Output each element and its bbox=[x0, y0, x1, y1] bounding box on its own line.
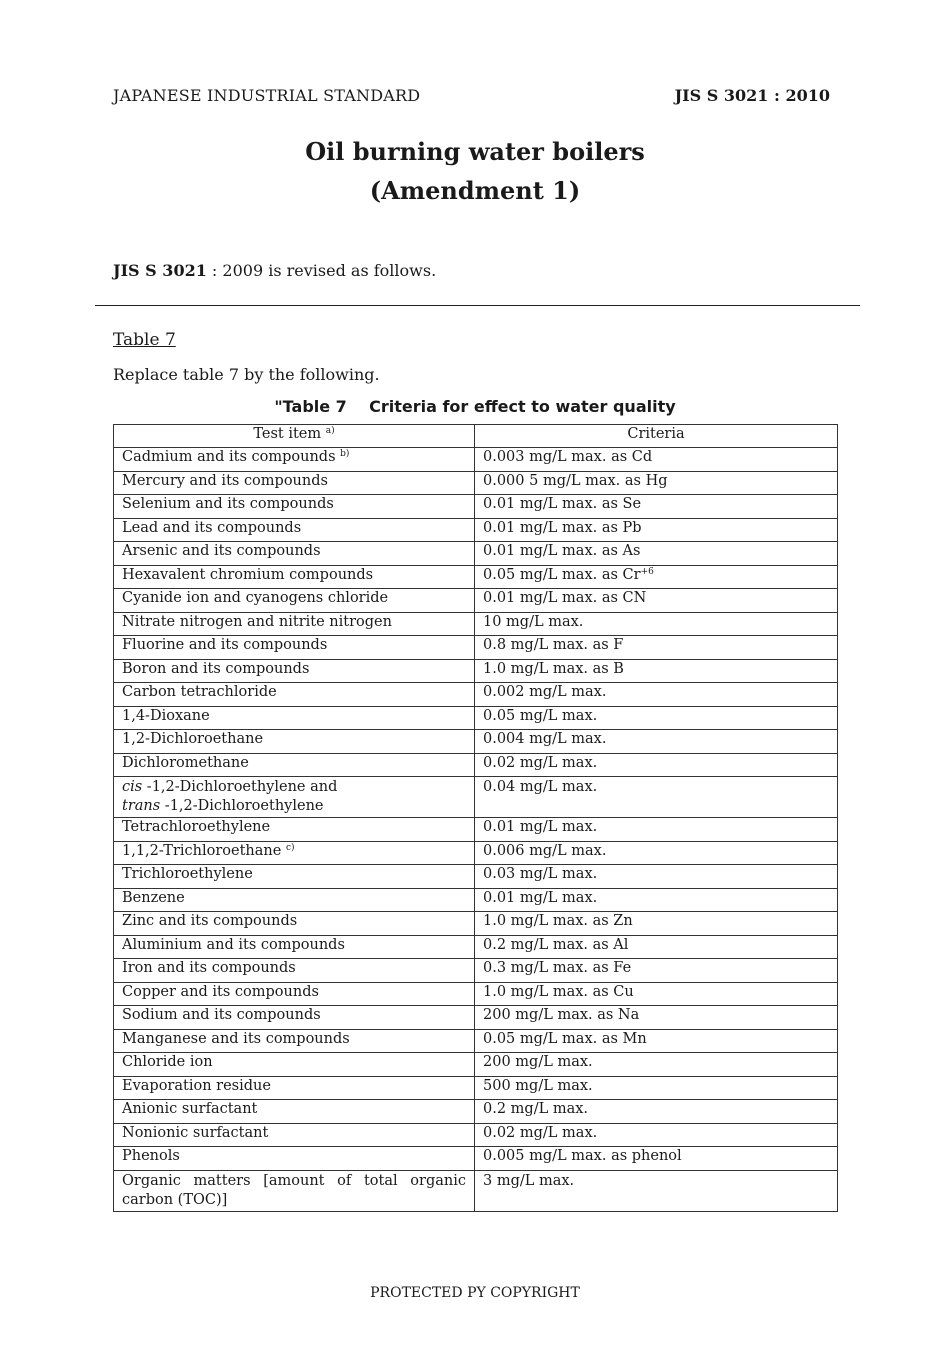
criteria-cell: 0.05 mg/L max. as Mn bbox=[475, 1029, 838, 1053]
table-row bbox=[114, 841, 838, 865]
criteria-cell: 0.3 mg/L max. as Fe bbox=[475, 959, 838, 983]
revision-statement bbox=[113, 261, 436, 280]
table-row bbox=[114, 818, 838, 842]
test-item-cell: Fluorine and its compounds bbox=[114, 636, 475, 660]
table-row bbox=[114, 1170, 838, 1211]
footnote-ref: a) bbox=[325, 426, 335, 436]
test-item-cell: Carbon tetrachloride bbox=[114, 683, 475, 707]
table-row bbox=[114, 959, 838, 983]
table-row bbox=[114, 683, 838, 707]
criteria-cell: 0.2 mg/L max. as Al bbox=[475, 935, 838, 959]
test-item-cell: Chloride ion bbox=[114, 1053, 475, 1077]
table-row bbox=[114, 518, 838, 542]
criteria-cell: 0.01 mg/L max. bbox=[475, 888, 838, 912]
test-item-cell: Cyanide ion and cyanogens chloride bbox=[114, 589, 475, 613]
test-item-cell: Boron and its compounds bbox=[114, 659, 475, 683]
criteria-cell: 0.2 mg/L max. bbox=[475, 1100, 838, 1124]
table-row bbox=[114, 1123, 838, 1147]
test-item-cell: Cadmium and its compounds $^{b)}$ bbox=[114, 448, 475, 472]
revised-standard: JIS S 3021 bbox=[113, 261, 207, 280]
table-row bbox=[114, 730, 838, 754]
page-title: Oil burning water boilers bbox=[305, 137, 645, 166]
criteria-cell: 0.8 mg/L max. as F bbox=[475, 636, 838, 660]
criteria-cell: 0.05 mg/L max. bbox=[475, 706, 838, 730]
header-test-item: Test item $^{a)}$ bbox=[114, 425, 475, 448]
criteria-cell: 0.01 mg/L max. as Pb bbox=[475, 518, 838, 542]
page-subtitle: (Amendment 1) bbox=[369, 176, 581, 205]
test-item-cell: Zinc and its compounds bbox=[114, 912, 475, 936]
table-caption: "Table 7 Criteria for effect to water quality bbox=[274, 397, 676, 416]
table-row bbox=[114, 1100, 838, 1124]
table-row bbox=[114, 565, 838, 589]
test-item-cell: Organic matters [amount of total organic carbon (TOC)] bbox=[114, 1170, 475, 1211]
test-item-cell: Iron and its compounds bbox=[114, 959, 475, 983]
section-label: Table 7 bbox=[113, 330, 176, 350]
criteria-cell: 1.0 mg/L max. as B bbox=[475, 659, 838, 683]
test-item-cell: Lead and its compounds bbox=[114, 518, 475, 542]
criteria-cell: 0.02 mg/L max. bbox=[475, 1123, 838, 1147]
superscript: +6 bbox=[640, 566, 654, 577]
table-row bbox=[114, 542, 838, 566]
test-item-cell: cis -1,2-Dichloroethylene and trans -1,2-Dichloroethylene bbox=[114, 777, 475, 818]
criteria-cell: 0.05 mg/L max. as $Cr^{+6}$ bbox=[475, 565, 838, 589]
test-item-cell: Sodium and its compounds bbox=[114, 1006, 475, 1030]
criteria-cell: 0.006 mg/L max. bbox=[475, 841, 838, 865]
criteria-cell: 0.002 mg/L max. bbox=[475, 683, 838, 707]
copyright-footer: PROTECTED PY COPYRIGHT bbox=[370, 1285, 580, 1301]
criteria-cell: 0.004 mg/L max. bbox=[475, 730, 838, 754]
criteria-cell: 1.0 mg/L max. as Zn bbox=[475, 912, 838, 936]
criteria-cell: 0.01 mg/L max. as As bbox=[475, 542, 838, 566]
criteria-cell: 0.03 mg/L max. bbox=[475, 865, 838, 889]
test-item-cell: Benzene bbox=[114, 888, 475, 912]
test-item-cell: Trichloroethylene bbox=[114, 865, 475, 889]
table-header-row bbox=[114, 425, 838, 448]
table-row bbox=[114, 1053, 838, 1077]
test-item-cell: Evaporation residue bbox=[114, 1076, 475, 1100]
table-row bbox=[114, 777, 838, 818]
test-item-cell: Hexavalent chromium compounds bbox=[114, 565, 475, 589]
test-item-cell: Aluminium and its compounds bbox=[114, 935, 475, 959]
header-criteria: Criteria bbox=[475, 425, 838, 448]
criteria-cell: 0.000 5 mg/L max. as Hg bbox=[475, 471, 838, 495]
test-item-cell: Manganese and its compounds bbox=[114, 1029, 475, 1053]
table-row bbox=[114, 612, 838, 636]
footnote-ref: b) bbox=[340, 449, 350, 459]
test-item-cell: 1,1,2-Trichloroethane $^{c)}$ bbox=[114, 841, 475, 865]
standard-number: JIS S 3021 : 2010 bbox=[674, 86, 830, 105]
test-item-cell: Nonionic surfactant bbox=[114, 1123, 475, 1147]
criteria-cell: 0.01 mg/L max. bbox=[475, 818, 838, 842]
table-row bbox=[114, 471, 838, 495]
test-item-cell: Anionic surfactant bbox=[114, 1100, 475, 1124]
criteria-cell: 10 mg/L max. bbox=[475, 612, 838, 636]
test-item-cell: Nitrate nitrogen and nitrite nitrogen bbox=[114, 612, 475, 636]
criteria-cell: 500 mg/L max. bbox=[475, 1076, 838, 1100]
test-item-cell: 1,2-Dichloroethane bbox=[114, 730, 475, 754]
table-row bbox=[114, 912, 838, 936]
table-row bbox=[114, 888, 838, 912]
test-item-cell: Dichloromethane bbox=[114, 753, 475, 777]
test-item-cell: 1,4-Dioxane bbox=[114, 706, 475, 730]
criteria-cell: 0.04 mg/L max. bbox=[475, 777, 838, 818]
table-row bbox=[114, 448, 838, 472]
criteria-cell: 200 mg/L max. as Na bbox=[475, 1006, 838, 1030]
horizontal-divider bbox=[95, 305, 860, 306]
table-row bbox=[114, 589, 838, 613]
table-row bbox=[114, 495, 838, 519]
table-row bbox=[114, 753, 838, 777]
footnote-ref: c) bbox=[285, 842, 295, 853]
table-row bbox=[114, 982, 838, 1006]
table-row bbox=[114, 935, 838, 959]
test-item-cell: Phenols bbox=[114, 1147, 475, 1171]
document-header-title: JAPANESE INDUSTRIAL STANDARD bbox=[113, 86, 421, 105]
test-item-cell: Tetrachloroethylene bbox=[114, 818, 475, 842]
test-item-cell: Arsenic and its compounds bbox=[114, 542, 475, 566]
test-item-cell: Mercury and its compounds bbox=[114, 471, 475, 495]
table-row bbox=[114, 1029, 838, 1053]
table-row bbox=[114, 706, 838, 730]
criteria-cell: 0.005 mg/L max. as phenol bbox=[475, 1147, 838, 1171]
criteria-cell: 200 mg/L max. bbox=[475, 1053, 838, 1077]
criteria-cell: 0.003 mg/L max. as Cd bbox=[475, 448, 838, 472]
instruction-text: Replace table 7 by the following. bbox=[113, 365, 380, 384]
criteria-cell: 0.01 mg/L max. as CN bbox=[475, 589, 838, 613]
table-row bbox=[114, 659, 838, 683]
table-row bbox=[114, 865, 838, 889]
revision-text: : 2009 is revised as follows. bbox=[206, 261, 437, 280]
criteria-cell: 0.02 mg/L max. bbox=[475, 753, 838, 777]
criteria-cell: 1.0 mg/L max. as Cu bbox=[475, 982, 838, 1006]
criteria-cell: 0.01 mg/L max. as Se bbox=[475, 495, 838, 519]
table-row bbox=[114, 1076, 838, 1100]
criteria-table bbox=[113, 424, 838, 1212]
table-row bbox=[114, 1006, 838, 1030]
test-item-cell: Selenium and its compounds bbox=[114, 495, 475, 519]
table-row bbox=[114, 636, 838, 660]
criteria-cell: 3 mg/L max. bbox=[475, 1170, 838, 1211]
table-row bbox=[114, 1147, 838, 1171]
test-item-cell: Copper and its compounds bbox=[114, 982, 475, 1006]
